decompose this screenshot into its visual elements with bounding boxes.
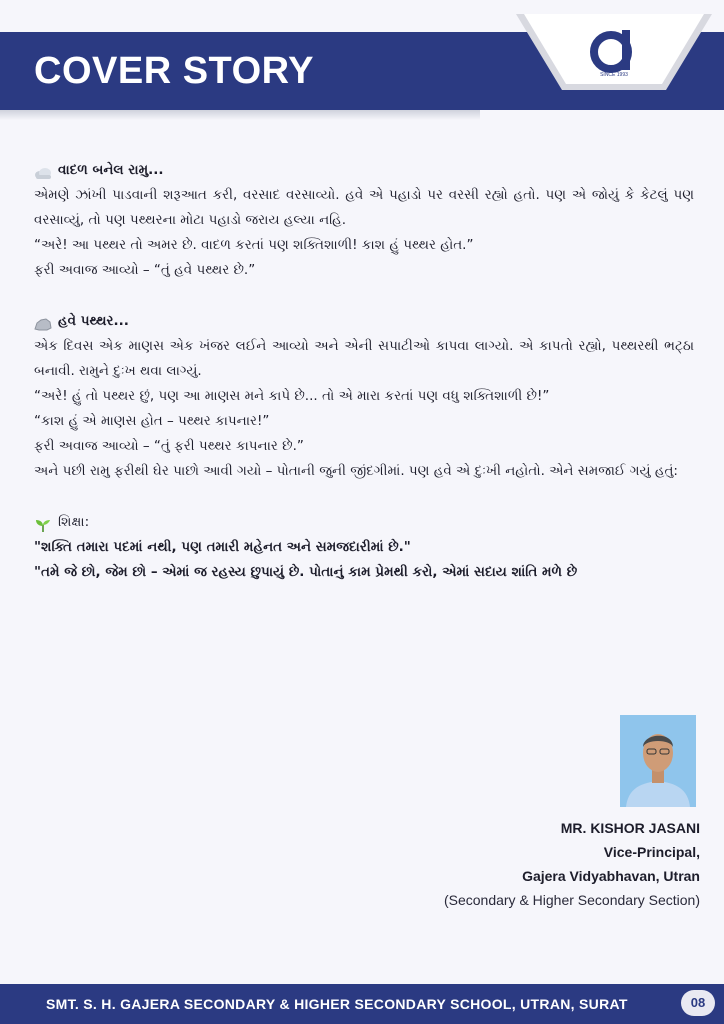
paragraph: “કાશ હું એ માણસ હોત – પથ્થર કાપનાર!” bbox=[34, 413, 270, 429]
cloud-icon bbox=[34, 164, 52, 178]
story-section-cloud bbox=[34, 158, 694, 283]
author-photo bbox=[620, 715, 696, 807]
author-section: (Secondary & Higher Secondary Section) bbox=[443, 892, 700, 908]
paragraph: એક દિવસ એક માણસ એક ખંજર લઈને આવ્યો અને એની સપાટીઓ કાપવા લાગ્યો. એ કાપતો રહ્યો, પથ્થરથી ભટ્ઠા બનાવી. રામુને દુઃખ થવા લાગ્યું. bbox=[34, 338, 694, 379]
lesson-heading bbox=[34, 510, 694, 535]
paragraph: “અરે! હું તો પથ્થર છું, પણ આ માણસ મને કાપે છે... તો એ મારા કરતાં પણ વધુ શક્તિશાળી છે!” bbox=[34, 388, 550, 404]
lesson-quote: "તમે જે છો, જેમ છો – એમાં જ રહસ્ય છુપાયું છે. પોતાનું કામ પ્રેમથી કરો, એમાં સદાય શાંતિ મળે છે bbox=[34, 564, 578, 580]
header-shadow bbox=[0, 110, 480, 120]
lesson-section bbox=[34, 510, 694, 585]
signature-block bbox=[444, 816, 700, 912]
author-institution: Gajera Vidyabhavan, Utran bbox=[522, 868, 700, 884]
paragraph: અને પછી રામુ ફરીથી ઘેર પાછો આવી ગયો – પોતાની જુની જીંદગીમાં. પણ હવે એ દુઃખી નહોતો. એને સમજાઈ ગયું હતું: bbox=[34, 463, 678, 479]
page-number-badge: 08 bbox=[681, 990, 715, 1016]
author-role: Vice-Principal, bbox=[603, 844, 700, 860]
author-name: MR. KISHOR JASANI bbox=[560, 820, 700, 836]
paragraph: ફરી અવાજ આવ્યો – “તું હવે પથ્થર છે.” bbox=[34, 262, 256, 278]
logo-since-text: SINCE 1993 bbox=[600, 72, 628, 78]
school-logo bbox=[516, 14, 712, 90]
paragraph: ફરી અવાજ આવ્યો – “તું ફરી પથ્થર કાપનાર છે.” bbox=[34, 438, 304, 454]
section-heading bbox=[34, 158, 694, 183]
section-heading-text: વાદળ બનેલ રામુ... bbox=[58, 162, 164, 178]
section-heading-text: હવે પથ્થર... bbox=[58, 313, 129, 329]
lesson-quote: "શક્તિ તમારા પદમાં નથી, પણ તમારી મહેનત અને સમજદારીમાં છે." bbox=[34, 539, 411, 555]
story-content bbox=[34, 158, 694, 611]
footer-school-name: SMT. S. H. GAJERA SECONDARY & HIGHER SECONDARY SCHOOL, UTRAN, SURAT bbox=[46, 996, 628, 1012]
section-heading bbox=[34, 309, 694, 334]
paragraph: એમણે ઝાંખી પાડવાની શરૂઆત કરી, વરસાદ વરસાવ્યો. હવે એ પહાડો પર વરસી રહ્યો હતો. પણ એ જોયું કે કેટલું પણ વરસાવ્યું, તો પણ પથ્થરના મોટા પહાડો જરાય હલ્યા નહિ. bbox=[34, 187, 694, 228]
page-title: COVER STORY bbox=[34, 50, 314, 92]
lesson-heading-text: શિક્ષા: bbox=[58, 514, 90, 530]
seedling-icon bbox=[34, 516, 52, 530]
story-section-stone bbox=[34, 309, 694, 484]
paragraph: “અરે! આ પથ્થર તો અમર છે. વાદળ કરતાં પણ શક્તિશાળી! કાશ હું પથ્થર હોત.” bbox=[34, 237, 474, 253]
rock-icon bbox=[34, 315, 52, 329]
